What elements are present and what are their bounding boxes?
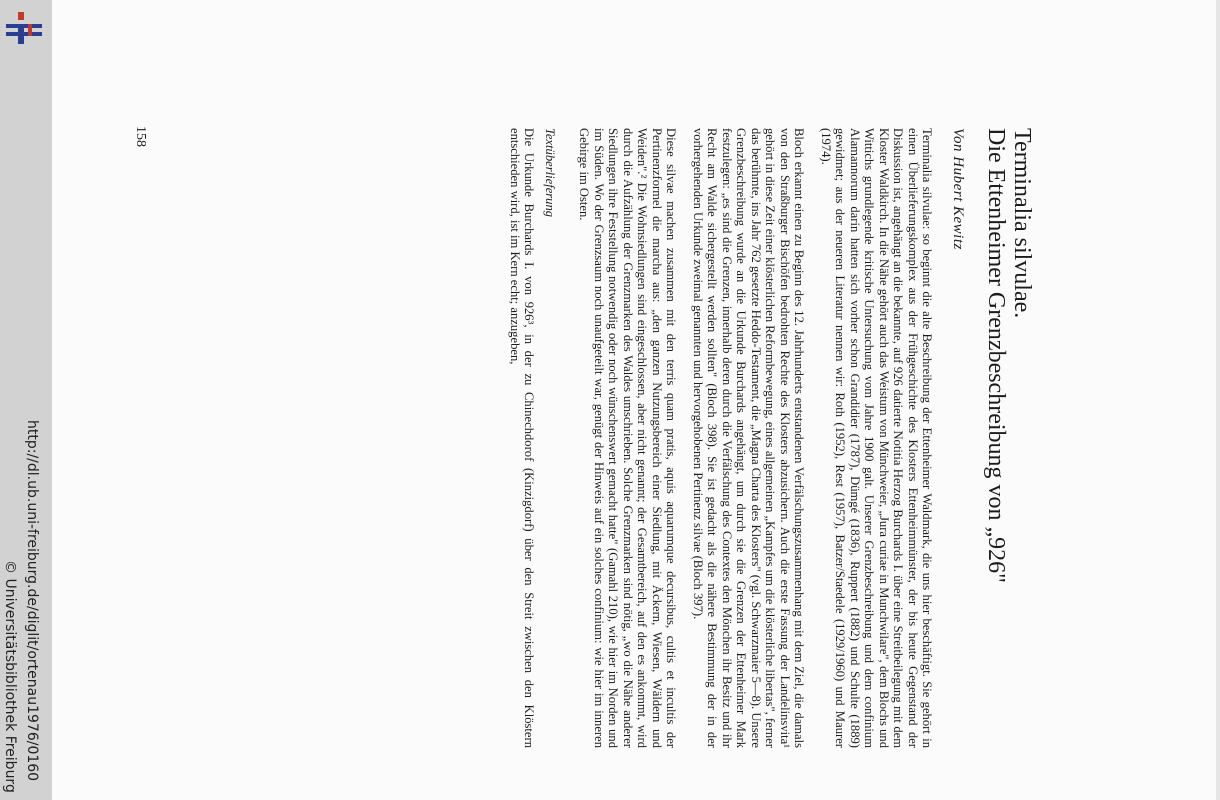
source-url[interactable]: http://dl.ub.uni-freiburg.de/diglit/ortenau1976/0160 (24, 420, 40, 782)
paragraph-4: Die Urkunde Burchards I. von 926³, in der zu Chinechdorof (Kinzigdorf) über den Streit zwischen den Klöstern entschieden wird, ist im Kern echt; anzugeben, (508, 128, 537, 748)
paragraph-3: Diese silvae machen zusammen mit den terris quam pratis, aquis aquarumque decursibus, cultis et incultis der Pertinenzformel die marcha aus: „den ganzen Nutzungsbereich einer Siedlung, mit Äckern, Wiesen, Wäldern und Weiden".² Die Wohnsiedlungen sind eingeschlossen, aber nicht genannt; der Gesamtbereich, auf den es ankommt, wird durch die Aufzählung der Grenzmarken des Waldes umschrieben. Solche Grenzmarken sind nötig, „wo die Nähe anderer Siedlungen ihre Feststellung notwendig oder noch wünschenswert gemacht hatte" (Gamahl 210), wie hier im Norden und im Süden. Wo der Grenzsaum noch unaufgeteilt war, genügt der Hinweis auf ein solches confinium: wie hier im inneren Gebirge im Osten. (577, 128, 679, 748)
paragraph-2: Bloch erkannt einen zu Beginn des 12. Jahrhunderts entstandenen Verfälschungszusammenhang mit dem Ziel, die damals von den Straßburger Bischöfen bedrohten Rechte des Klosters abzusichern. Auch die erste Fassung der Landelinsvita¹ gehört in diese Zeit einer klösterlichen Reformbewegung, eines allgemeinen „Kampfes um die klösterliche libertas", ferner das berühmte, ins Jahr 762 gesetzte Heddo-Testament, die „Magna Charta des Klosters" (vgl. Schwarzmaier 5—8). Unsere Grenzbeschreibung wurde an die Urkunde Burchards angehängt, um durch sie die Grenzen der Ettenheimer Mark festzulegen: „es sind die Grenzen, innerhalb deren durch die Verfälschung des Contextes den Mönchen ihr Besitz und ihr Recht am Walde sichergestellt werden sollten" (Bloch 398). Sie ist gedacht als die nähere Bestimmung der in der vorhergehenden Urkunde zweimal genannten und hervorgehobenen Pertinenz silvae (Bloch 397). (691, 128, 807, 748)
page-number: 158 (133, 126, 148, 147)
section-heading: Textüberlieferung (543, 128, 557, 218)
document-author: Von Hubert Kewitz (950, 128, 966, 250)
paragraph-1: Terminalia silvulae: so beginnt die alte Beschreibung der Ettenheimer Waldmark, die uns hier beschäftigt. Sie gehört in einen Überlieferungskomplex aus der Frühgeschichte des Klosters Ettenheimmünster, der bis heute Gegenstand der Diskussion ist, angehängt an die bekannte, auf 926 datierte Notitia Herzog Burchards I. über eine Streitbeilegung mit dem Kloster Waldkirch. In die Nähe gehört auch das Weistum von Münchweier, „Jura curiae in Munchwilare", dem Blochs und Wittichs grundlegende kritische Untersuchung vom Jahre 1900 galt. Unserer Grenzbeschreibung und dem confinium Alamannorum darin hatten sich vorher schon Grandidier (1787), Dümgé (1836), Ruppert (1882) und Schulte (1889) gewidmet; aus der neueren Literatur nennen wir: Roth (1952), Rest (1957), Batzer/Staedele (1929/1960) und Maurer (1974). (819, 128, 935, 748)
library-logo-icon (4, 10, 44, 50)
document-title-line2: Die Ettenheimer Grenzbeschreibung von „926" (983, 128, 1009, 583)
page-edge (1216, 0, 1220, 800)
viewer-sidebar (0, 0, 52, 800)
copyright-notice: © Universitätsbibliothek Freiburg (2, 560, 18, 793)
document-title-line1: Terminalia silvulae. (1009, 128, 1035, 319)
document-body (155, 128, 1035, 748)
